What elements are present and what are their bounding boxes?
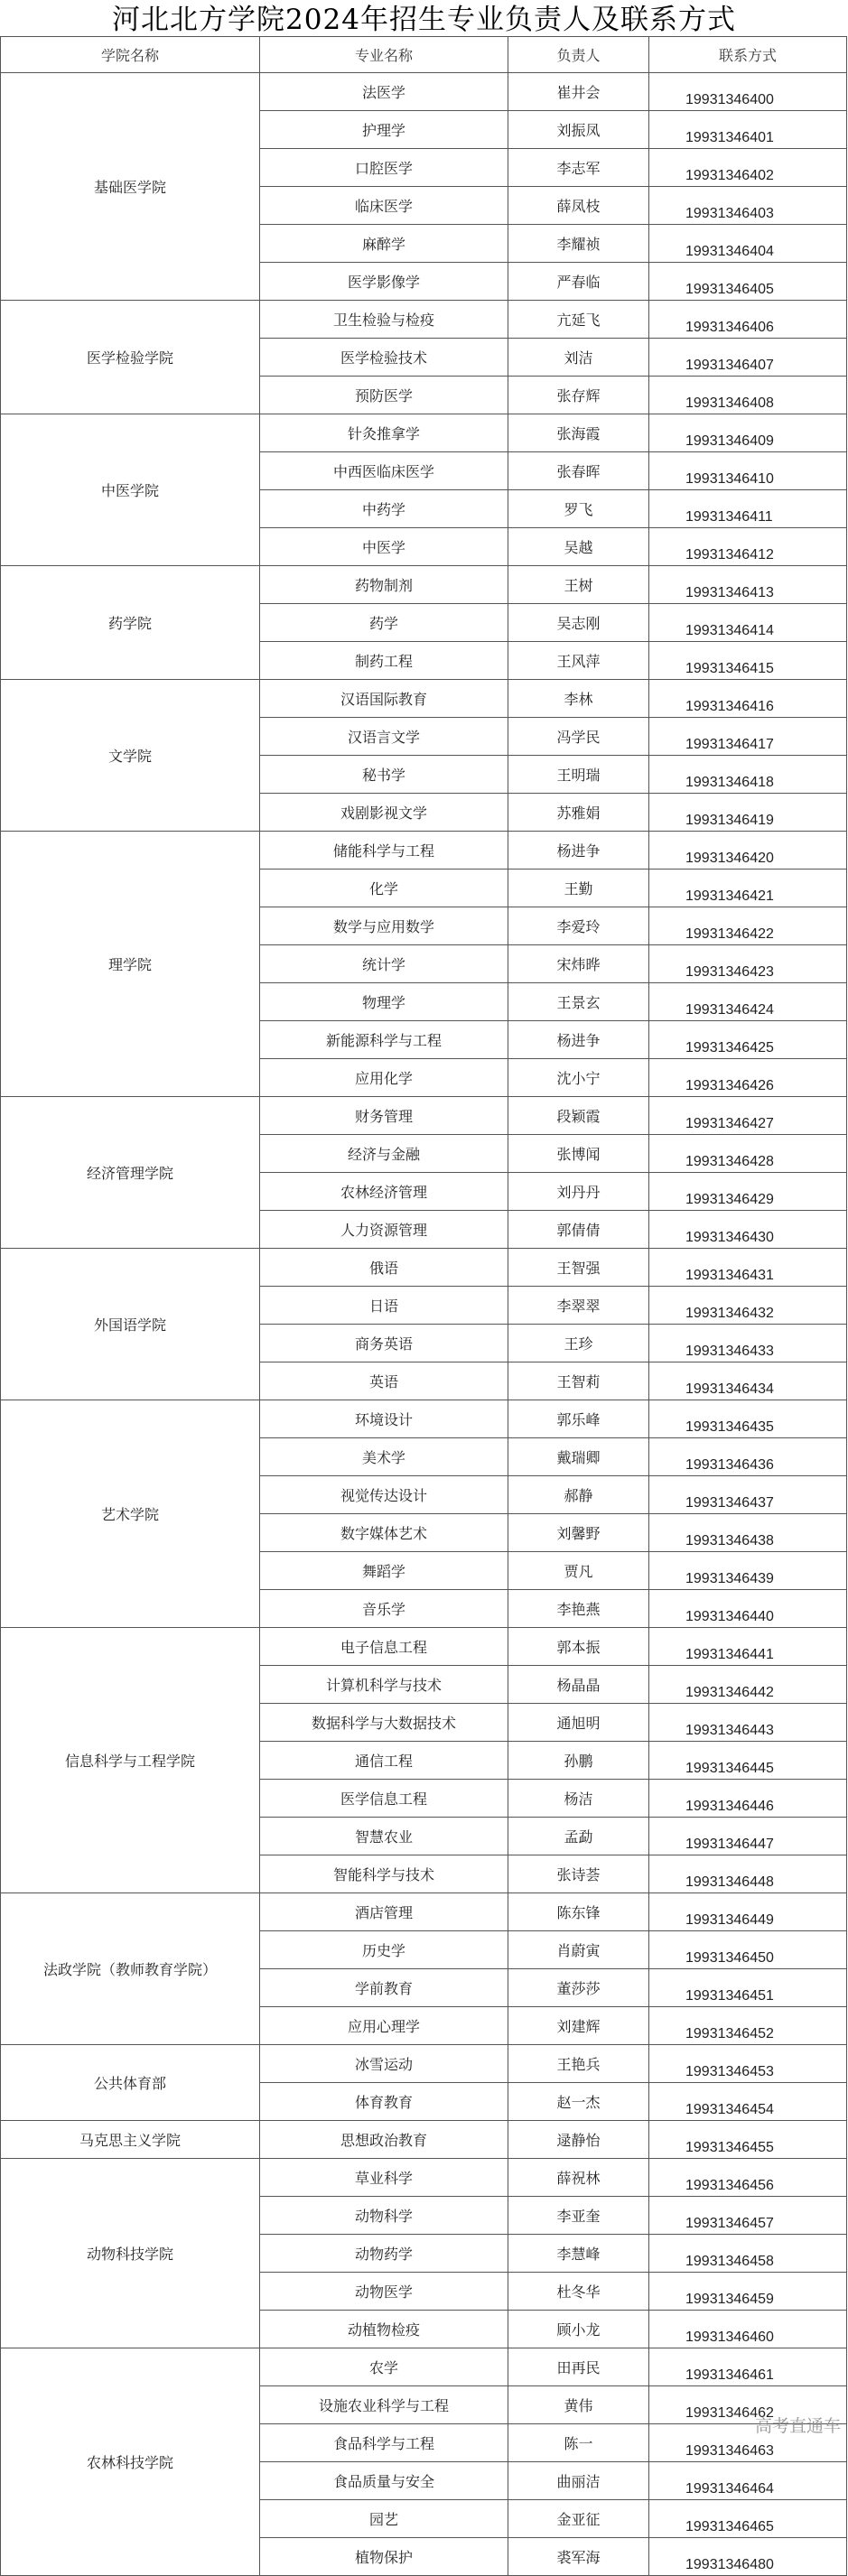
header-phone: 联系方式 (649, 37, 847, 73)
major-cell: 药学 (260, 604, 508, 642)
person-cell: 张海霞 (508, 414, 649, 452)
phone-cell: 19931346404 (649, 225, 847, 263)
major-cell: 动物科学 (260, 2197, 508, 2235)
person-cell: 李耀祯 (508, 225, 649, 263)
major-cell: 日语 (260, 1287, 508, 1325)
phone-cell: 19931346453 (649, 2045, 847, 2083)
college-name-cell: 外国语学院 (1, 1249, 260, 1400)
major-cell: 视觉传达设计 (260, 1476, 508, 1514)
major-cell: 动物药学 (260, 2235, 508, 2273)
person-cell: 苏雅娟 (508, 794, 649, 832)
person-cell: 刘振凤 (508, 111, 649, 149)
major-cell: 酒店管理 (260, 1893, 508, 1931)
major-cell: 电子信息工程 (260, 1628, 508, 1666)
major-cell: 临床医学 (260, 187, 508, 225)
person-cell: 杨进争 (508, 832, 649, 870)
person-cell: 刘丹丹 (508, 1173, 649, 1211)
major-cell: 中药学 (260, 490, 508, 528)
phone-cell: 19931346431 (649, 1249, 847, 1287)
phone-cell: 19931346448 (649, 1855, 847, 1893)
phone-cell: 19931346435 (649, 1400, 847, 1438)
major-cell: 俄语 (260, 1249, 508, 1287)
major-cell: 数字媒体艺术 (260, 1514, 508, 1552)
phone-cell: 19931346436 (649, 1438, 847, 1476)
person-cell: 陈东锋 (508, 1893, 649, 1931)
table-row (1, 1893, 847, 1931)
table-row (1, 1249, 847, 1287)
phone-cell: 19931346419 (649, 794, 847, 832)
person-cell: 李爱玲 (508, 907, 649, 945)
phone-cell: 19931346438 (649, 1514, 847, 1552)
person-cell: 肖蔚寅 (508, 1931, 649, 1969)
major-cell: 美术学 (260, 1438, 508, 1476)
major-cell: 食品科学与工程 (260, 2424, 508, 2462)
person-cell: 通旭明 (508, 1704, 649, 1742)
person-cell: 王智强 (508, 1249, 649, 1287)
person-cell: 王树 (508, 566, 649, 604)
phone-cell: 19931346409 (649, 414, 847, 452)
person-cell: 张存辉 (508, 377, 649, 414)
major-cell: 数学与应用数学 (260, 907, 508, 945)
phone-cell: 19931346437 (649, 1476, 847, 1514)
phone-cell: 19931346427 (649, 1097, 847, 1135)
person-cell: 王智莉 (508, 1362, 649, 1400)
major-cell: 设施农业科学与工程 (260, 2386, 508, 2424)
major-cell: 植物保护 (260, 2538, 508, 2576)
phone-cell: 19931346464 (649, 2462, 847, 2500)
person-cell: 顾小龙 (508, 2311, 649, 2348)
phone-cell: 19931346405 (649, 263, 847, 301)
college-name-cell: 信息科学与工程学院 (1, 1628, 260, 1893)
person-cell: 孟勐 (508, 1818, 649, 1855)
college-name-cell: 理学院 (1, 832, 260, 1097)
header-major: 专业名称 (260, 37, 508, 73)
person-cell: 赵一杰 (508, 2083, 649, 2121)
person-cell: 金亚征 (508, 2500, 649, 2538)
person-cell: 李林 (508, 680, 649, 718)
phone-cell: 19931346430 (649, 1211, 847, 1249)
college-name-cell: 药学院 (1, 566, 260, 680)
major-cell: 英语 (260, 1362, 508, 1400)
phone-cell: 19931346441 (649, 1628, 847, 1666)
phone-cell: 19931346446 (649, 1780, 847, 1818)
person-cell: 李慧峰 (508, 2235, 649, 2273)
phone-cell: 19931346426 (649, 1059, 847, 1097)
major-cell: 计算机科学与技术 (260, 1666, 508, 1704)
phone-cell: 19931346450 (649, 1931, 847, 1969)
major-cell: 财务管理 (260, 1097, 508, 1135)
table-row (1, 1097, 847, 1135)
phone-cell: 19931346406 (649, 301, 847, 339)
person-cell: 杨洁 (508, 1780, 649, 1818)
table-row (1, 566, 847, 604)
major-cell: 数据科学与大数据技术 (260, 1704, 508, 1742)
person-cell: 亢延飞 (508, 301, 649, 339)
table-row (1, 2159, 847, 2197)
person-cell: 郭倩倩 (508, 1211, 649, 1249)
phone-cell: 19931346414 (649, 604, 847, 642)
phone-cell: 19931346443 (649, 1704, 847, 1742)
major-cell: 新能源科学与工程 (260, 1021, 508, 1059)
phone-cell: 19931346424 (649, 983, 847, 1021)
person-cell: 王景玄 (508, 983, 649, 1021)
college-name-cell: 法政学院（教师教育学院） (1, 1893, 260, 2045)
major-cell: 历史学 (260, 1931, 508, 1969)
person-cell: 宋炜晔 (508, 945, 649, 983)
person-cell: 王艳兵 (508, 2045, 649, 2083)
major-cell: 应用化学 (260, 1059, 508, 1097)
person-cell: 冯学民 (508, 718, 649, 756)
phone-cell: 19931346465 (649, 2500, 847, 2538)
phone-cell: 19931346455 (649, 2121, 847, 2159)
college-name-cell: 医学检验学院 (1, 301, 260, 414)
major-cell: 通信工程 (260, 1742, 508, 1780)
person-cell: 张诗荟 (508, 1855, 649, 1893)
college-name-cell: 文学院 (1, 680, 260, 832)
college-name-cell: 马克思主义学院 (1, 2121, 260, 2159)
major-cell: 麻醉学 (260, 225, 508, 263)
phone-cell: 19931346447 (649, 1818, 847, 1855)
major-cell: 舞蹈学 (260, 1552, 508, 1590)
major-cell: 食品质量与安全 (260, 2462, 508, 2500)
major-cell: 秘书学 (260, 756, 508, 794)
contact-table (0, 36, 847, 2576)
person-cell: 董莎莎 (508, 1969, 649, 2007)
person-cell: 王风萍 (508, 642, 649, 680)
phone-cell: 19931346449 (649, 1893, 847, 1931)
phone-cell: 19931346460 (649, 2311, 847, 2348)
person-cell: 田再民 (508, 2348, 649, 2386)
phone-cell: 19931346456 (649, 2159, 847, 2197)
phone-cell: 19931346458 (649, 2235, 847, 2273)
person-cell: 王明瑞 (508, 756, 649, 794)
phone-cell: 19931346416 (649, 680, 847, 718)
person-cell: 李翠翠 (508, 1287, 649, 1325)
phone-cell: 19931346423 (649, 945, 847, 983)
person-cell: 杨进争 (508, 1021, 649, 1059)
person-cell: 严春临 (508, 263, 649, 301)
phone-cell: 19931346429 (649, 1173, 847, 1211)
phone-cell: 19931346425 (649, 1021, 847, 1059)
phone-cell: 19931346439 (649, 1552, 847, 1590)
person-cell: 杜冬华 (508, 2273, 649, 2311)
major-cell: 汉语言文学 (260, 718, 508, 756)
person-cell: 刘洁 (508, 339, 649, 377)
major-cell: 医学信息工程 (260, 1780, 508, 1818)
major-cell: 化学 (260, 870, 508, 907)
header-person: 负责人 (508, 37, 649, 73)
major-cell: 音乐学 (260, 1590, 508, 1628)
person-cell: 郝静 (508, 1476, 649, 1514)
table-row (1, 1628, 847, 1666)
major-cell: 卫生检验与检疫 (260, 301, 508, 339)
college-name-cell: 艺术学院 (1, 1400, 260, 1628)
phone-cell: 19931346462 (649, 2386, 847, 2424)
major-cell: 环境设计 (260, 1400, 508, 1438)
person-cell: 逯静怡 (508, 2121, 649, 2159)
major-cell: 思想政治教育 (260, 2121, 508, 2159)
person-cell: 裘军海 (508, 2538, 649, 2576)
person-cell: 王勤 (508, 870, 649, 907)
person-cell: 黄伟 (508, 2386, 649, 2424)
major-cell: 农学 (260, 2348, 508, 2386)
major-cell: 中西医临床医学 (260, 452, 508, 490)
phone-cell: 19931346459 (649, 2273, 847, 2311)
major-cell: 农林经济管理 (260, 1173, 508, 1211)
college-name-cell: 经济管理学院 (1, 1097, 260, 1249)
person-cell: 沈小宁 (508, 1059, 649, 1097)
header-college: 学院名称 (1, 37, 260, 73)
table-row (1, 2348, 847, 2386)
phone-cell: 19931346415 (649, 642, 847, 680)
watermark-text: 高考直通车 (754, 2416, 841, 2436)
phone-cell: 19931346417 (649, 718, 847, 756)
person-cell: 崔井会 (508, 73, 649, 111)
phone-cell: 19931346421 (649, 870, 847, 907)
major-cell: 医学影像学 (260, 263, 508, 301)
person-cell: 薛凤枝 (508, 187, 649, 225)
college-name-cell: 农林科技学院 (1, 2348, 260, 2576)
major-cell: 口腔医学 (260, 149, 508, 187)
phone-cell: 19931346410 (649, 452, 847, 490)
person-cell: 吴志刚 (508, 604, 649, 642)
person-cell: 陈一 (508, 2424, 649, 2462)
college-name-cell: 公共体育部 (1, 2045, 260, 2121)
phone-cell: 19931346454 (649, 2083, 847, 2121)
major-cell: 体育教育 (260, 2083, 508, 2121)
major-cell: 商务英语 (260, 1325, 508, 1362)
major-cell: 园艺 (260, 2500, 508, 2538)
college-name-cell: 动物科技学院 (1, 2159, 260, 2348)
person-cell: 张春晖 (508, 452, 649, 490)
table-row (1, 414, 847, 452)
major-cell: 动植物检疫 (260, 2311, 508, 2348)
college-name-cell: 基础医学院 (1, 73, 260, 301)
major-cell: 智慧农业 (260, 1818, 508, 1855)
phone-cell: 19931346463 (649, 2424, 847, 2462)
major-cell: 冰雪运动 (260, 2045, 508, 2083)
person-cell: 孙鹏 (508, 1742, 649, 1780)
person-cell: 段颖霞 (508, 1097, 649, 1135)
table-header-row (1, 37, 847, 73)
major-cell: 法医学 (260, 73, 508, 111)
major-cell: 应用心理学 (260, 2007, 508, 2045)
major-cell: 学前教育 (260, 1969, 508, 2007)
table-row (1, 2121, 847, 2159)
table-row (1, 1400, 847, 1438)
phone-cell: 19931346445 (649, 1742, 847, 1780)
person-cell: 李志军 (508, 149, 649, 187)
phone-cell: 19931346400 (649, 73, 847, 111)
phone-cell: 19931346461 (649, 2348, 847, 2386)
person-cell: 吴越 (508, 528, 649, 566)
person-cell: 曲丽洁 (508, 2462, 649, 2500)
phone-cell: 19931346451 (649, 1969, 847, 2007)
major-cell: 储能科学与工程 (260, 832, 508, 870)
major-cell: 草业科学 (260, 2159, 508, 2197)
major-cell: 医学检验技术 (260, 339, 508, 377)
person-cell: 郭本振 (508, 1628, 649, 1666)
major-cell: 经济与金融 (260, 1135, 508, 1173)
person-cell: 罗飞 (508, 490, 649, 528)
phone-cell: 19931346413 (649, 566, 847, 604)
phone-cell: 19931346402 (649, 149, 847, 187)
person-cell: 刘馨野 (508, 1514, 649, 1552)
table-row (1, 301, 847, 339)
major-cell: 针灸推拿学 (260, 414, 508, 452)
person-cell: 李亚奎 (508, 2197, 649, 2235)
major-cell: 护理学 (260, 111, 508, 149)
table-row (1, 680, 847, 718)
person-cell: 贾凡 (508, 1552, 649, 1590)
major-cell: 物理学 (260, 983, 508, 1021)
person-cell: 李艳燕 (508, 1590, 649, 1628)
person-cell: 薛祝林 (508, 2159, 649, 2197)
table-row (1, 832, 847, 870)
phone-cell: 19931346428 (649, 1135, 847, 1173)
phone-cell: 19931346442 (649, 1666, 847, 1704)
major-cell: 戏剧影视文学 (260, 794, 508, 832)
phone-cell: 19931346411 (649, 490, 847, 528)
table-row (1, 2045, 847, 2083)
phone-cell: 19931346403 (649, 187, 847, 225)
person-cell: 刘建辉 (508, 2007, 649, 2045)
person-cell: 郭乐峰 (508, 1400, 649, 1438)
phone-cell: 19931346418 (649, 756, 847, 794)
phone-cell: 19931346432 (649, 1287, 847, 1325)
major-cell: 预防医学 (260, 377, 508, 414)
table-body (1, 73, 847, 2576)
page-title: 河北北方学院2024年招生专业负责人及联系方式 (112, 4, 736, 36)
major-cell: 统计学 (260, 945, 508, 983)
phone-cell: 19931346412 (649, 528, 847, 566)
major-cell: 动物医学 (260, 2273, 508, 2311)
major-cell: 药物制剂 (260, 566, 508, 604)
college-name-cell: 中医学院 (1, 414, 260, 566)
phone-cell: 19931346457 (649, 2197, 847, 2235)
phone-cell: 19931346420 (649, 832, 847, 870)
phone-cell: 19931346434 (649, 1362, 847, 1400)
major-cell: 汉语国际教育 (260, 680, 508, 718)
major-cell: 智能科学与技术 (260, 1855, 508, 1893)
person-cell: 王珍 (508, 1325, 649, 1362)
phone-cell: 19931346408 (649, 377, 847, 414)
phone-cell: 19931346480 (649, 2538, 847, 2576)
phone-cell: 19931346452 (649, 2007, 847, 2045)
person-cell: 戴瑞卿 (508, 1438, 649, 1476)
major-cell: 中医学 (260, 528, 508, 566)
major-cell: 人力资源管理 (260, 1211, 508, 1249)
person-cell: 张博闻 (508, 1135, 649, 1173)
phone-cell: 19931346422 (649, 907, 847, 945)
phone-cell: 19931346440 (649, 1590, 847, 1628)
major-cell: 制药工程 (260, 642, 508, 680)
phone-cell: 19931346407 (649, 339, 847, 377)
person-cell: 杨晶晶 (508, 1666, 649, 1704)
phone-cell: 19931346401 (649, 111, 847, 149)
table-row (1, 73, 847, 111)
phone-cell: 19931346433 (649, 1325, 847, 1362)
